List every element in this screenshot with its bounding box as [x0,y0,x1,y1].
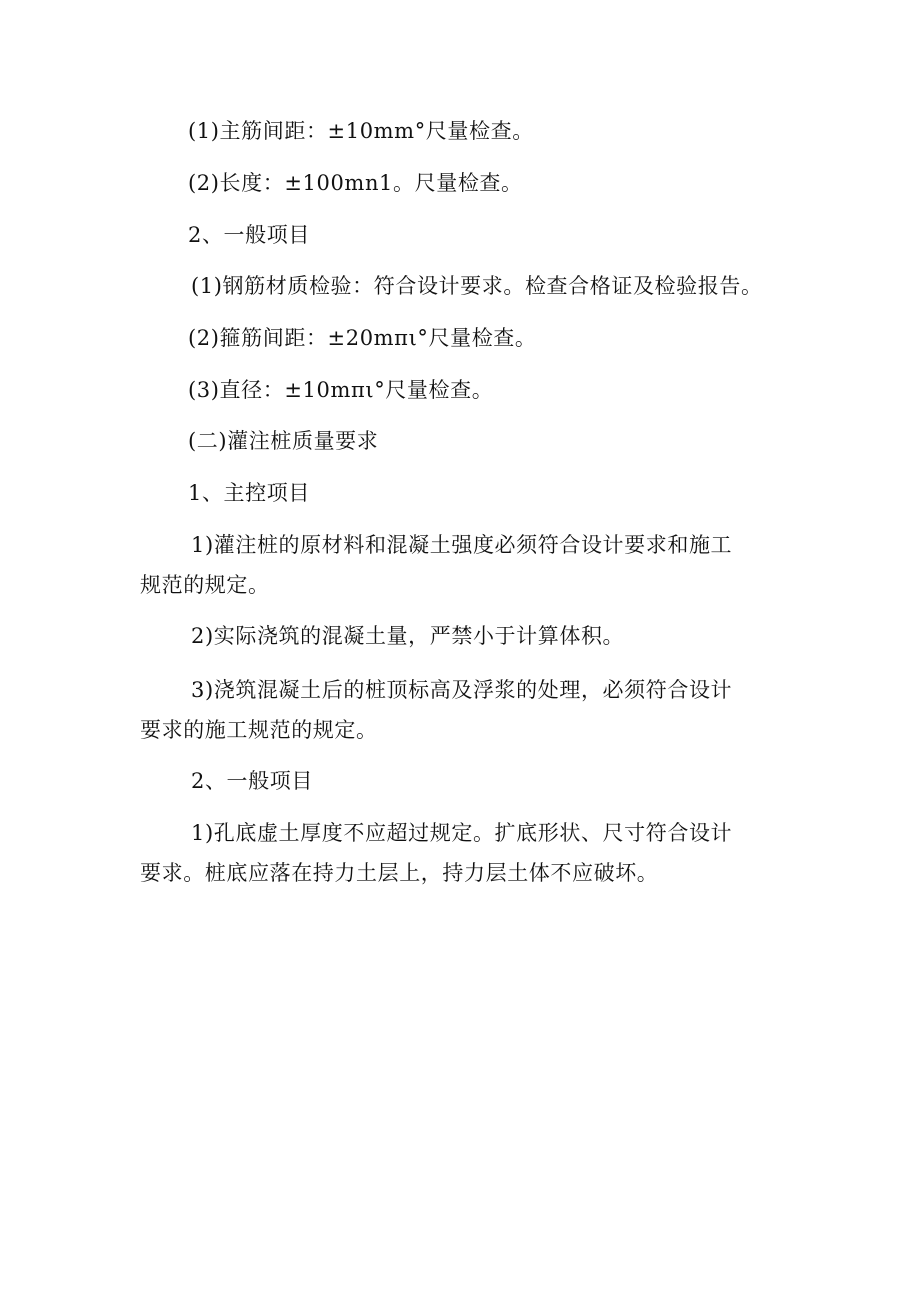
heading-general-items-2: 2、一般项目 [191,769,313,793]
paragraph-raw-materials: 1)灌注桩的原材料和混凝土强度必须符合设计要求和施工 [191,533,733,557]
paragraph-rebar-material: (1)钢筋材质检验：符合设计要求。检查合格证及检验报告。 [191,274,763,298]
heading-main-control-items: 1、主控项目 [188,481,310,505]
paragraph-hole-bottom: 1)孔底虚土厚度不应超过规定。扩底形状、尺寸符合设计 [191,821,733,845]
paragraph-stirrup-spacing: (2)箍筋间距：±20mπι°尺量检查。 [188,326,537,350]
paragraph-diameter: (3)直径：±10mπι°尺量检查。 [188,378,494,402]
paragraph-main-bar-spacing: (1)主筋间距：±10mm°尺量检查。 [188,119,534,143]
paragraph-pile-top-elevation-cont: 要求的施工规范的规定。 [140,718,378,742]
paragraph-hole-bottom-cont: 要求。桩底应落在持力土层上，持力层土体不应破坏。 [140,861,659,885]
paragraph-raw-materials-cont: 规范的规定。 [140,573,270,597]
section-heading-pile-quality: (二)灌注桩质量要求 [188,429,379,453]
paragraph-pile-top-elevation: 3)浇筑混凝土后的桩顶标高及浮浆的处理，必须符合设计 [191,678,733,702]
heading-general-items: 2、一般项目 [188,223,310,247]
paragraph-concrete-volume: 2)实际浇筑的混凝土量，严禁小于计算体积。 [191,624,625,648]
paragraph-length: (2)长度：±100mn1。尺量检查。 [188,171,523,195]
